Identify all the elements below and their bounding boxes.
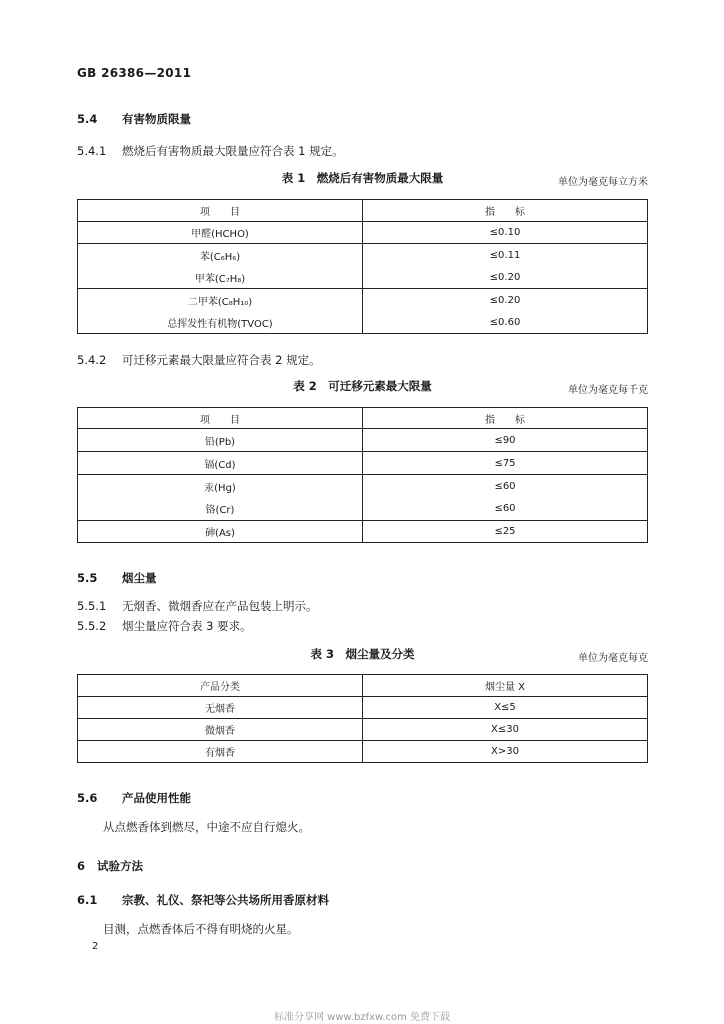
table2-cell-value: ≤25	[363, 521, 648, 543]
table1-cell-item: 甲醛(HCHO)	[78, 222, 363, 244]
section-6	[77, 858, 143, 874]
section-number: 5.6	[77, 791, 98, 805]
table2	[77, 407, 648, 543]
table2-header-item: 项 目	[78, 408, 363, 429]
table3	[77, 674, 648, 763]
section-number: 5.4	[77, 112, 98, 126]
table2-cell-value: ≤60	[363, 498, 648, 521]
section-title: 宗教、礼仪、祭祀等公共场所用香原材料	[122, 893, 329, 907]
clause-text: 无烟香、微烟香应在产品包装上明示。	[122, 599, 318, 613]
table1	[77, 199, 648, 334]
table2-header-value: 指 标	[363, 408, 648, 429]
section-number: 6	[77, 859, 86, 873]
table3-header-smoke: 烟尘量 X	[363, 675, 648, 697]
section-5-5	[77, 570, 157, 586]
standard-number: GB 26386—2011	[77, 66, 192, 80]
table1-header-item: 项 目	[78, 200, 363, 222]
table1-header-value: 指 标	[363, 200, 648, 222]
page-number: 2	[92, 941, 99, 952]
clause-5-5-2	[77, 618, 252, 634]
clause-5-5-1	[77, 598, 318, 614]
table-row	[78, 498, 648, 521]
table-row	[78, 741, 648, 763]
table3-unit: 单位为毫克每克	[578, 653, 648, 664]
table1-cell-value: ≤0.60	[363, 312, 648, 334]
table-row	[78, 289, 648, 312]
clause-number: 5.5.1	[77, 599, 107, 613]
table2-cell-item: 砷(As)	[78, 521, 363, 543]
table1-cell-value: ≤0.20	[363, 267, 648, 289]
table-row	[78, 475, 648, 498]
table1-unit: 单位为毫克每立方米	[558, 177, 648, 188]
section-5-6-body: 从点燃香体到燃尽，中途不应自行熄火。	[103, 820, 310, 834]
table1-cell-value: ≤0.10	[363, 222, 648, 244]
section-6-1	[77, 892, 329, 908]
table-row	[78, 429, 648, 452]
table2-unit: 单位为毫克每千克	[568, 385, 648, 396]
clause-number: 5.4.1	[77, 144, 107, 158]
table3-cell-category: 微烟香	[78, 719, 363, 741]
table1-cell-value: ≤0.20	[363, 289, 648, 312]
clause-text: 燃烧后有害物质最大限量应符合表 1 规定。	[122, 144, 344, 158]
table2-cell-item: 铅(Pb)	[78, 429, 363, 452]
table-row	[78, 697, 648, 719]
section-number: 5.5	[77, 571, 98, 585]
table1-caption: 表 1 燃烧后有害物质最大限量	[281, 171, 444, 185]
section-title: 产品使用性能	[122, 791, 191, 805]
table1-cell-value: ≤0.11	[363, 244, 648, 267]
table1-cell-item: 苯(C₆H₆)	[78, 244, 363, 267]
table-row	[78, 452, 648, 475]
table3-cell-smoke: X≤30	[363, 719, 648, 741]
table-row	[78, 244, 648, 267]
table3-cell-smoke: X≤5	[363, 697, 648, 719]
table2-cell-item: 铬(Cr)	[78, 498, 363, 521]
section-title: 试验方法	[97, 859, 143, 873]
table3-cell-smoke: X>30	[363, 741, 648, 763]
table2-cell-value: ≤90	[363, 429, 648, 452]
table3-cell-category: 有烟香	[78, 741, 363, 763]
clause-number: 5.4.2	[77, 353, 107, 367]
table2-cell-item: 汞(Hg)	[78, 475, 363, 498]
table-row	[78, 312, 648, 334]
table2-cell-value: ≤60	[363, 475, 648, 498]
table2-cell-item: 镉(Cd)	[78, 452, 363, 475]
section-6-1-body: 目测，点燃香体后不得有明烧的火星。	[103, 922, 299, 936]
table-row	[78, 521, 648, 543]
clause-number: 5.5.2	[77, 619, 107, 633]
section-title: 有害物质限量	[122, 112, 191, 126]
table1-cell-item: 二甲苯(C₈H₁₀)	[78, 289, 363, 312]
section-number: 6.1	[77, 893, 98, 907]
table1-cell-item: 甲苯(C₇H₈)	[78, 267, 363, 289]
table3-caption: 表 3 烟尘量及分类	[310, 647, 415, 661]
table-row	[78, 222, 648, 244]
table3-header-category: 产品分类	[78, 675, 363, 697]
clause-text: 烟尘量应符合表 3 要求。	[122, 619, 252, 633]
clause-5-4-2	[77, 352, 321, 368]
table2-caption: 表 2 可迁移元素最大限量	[293, 379, 432, 393]
table-row	[78, 719, 648, 741]
clause-text: 可迁移元素最大限量应符合表 2 规定。	[122, 353, 321, 367]
section-5-6	[77, 790, 191, 806]
table1-cell-item: 总挥发性有机物(TVOC)	[78, 312, 363, 334]
table2-cell-value: ≤75	[363, 452, 648, 475]
section-title: 烟尘量	[122, 571, 157, 585]
clause-5-4-1	[77, 143, 344, 159]
section-5-4	[77, 111, 191, 127]
table3-cell-category: 无烟香	[78, 697, 363, 719]
table-row	[78, 267, 648, 289]
watermark-footer: 标准分享网 www.bzfxw.com 免费下载	[274, 1012, 450, 1023]
